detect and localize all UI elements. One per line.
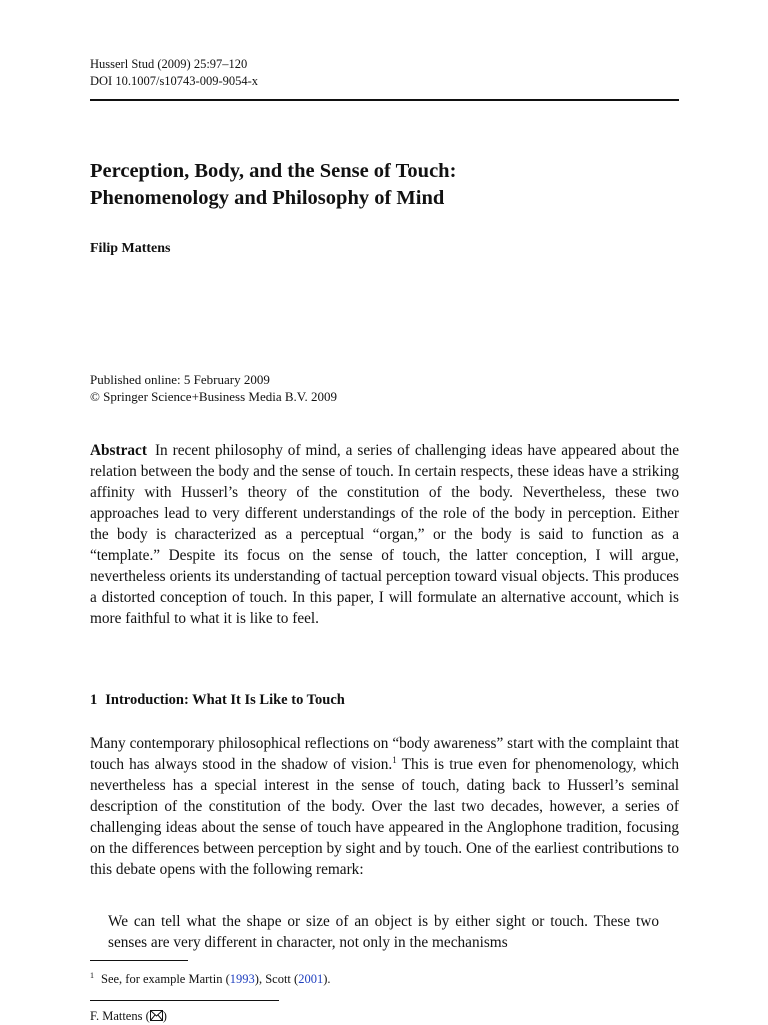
article-title <box>90 158 679 212</box>
reference-link-1993[interactable]: 1993 <box>229 972 255 986</box>
block-quote: We can tell what the shape or size of an object is by either sight or touch. These two senses are very different in character, not only in the mechanisms <box>108 913 659 951</box>
title-line-1: Perception, Body, and the Sense of Touch: <box>90 160 457 182</box>
footnote-marker[interactable]: 1 <box>392 754 397 765</box>
section-title: Introduction: What It Is Like to Touch <box>105 692 345 708</box>
correspondence <box>90 1009 167 1024</box>
section-number: 1 <box>90 692 98 708</box>
footnote-number: 1 <box>90 970 94 980</box>
abstract-text: In recent philosophy of mind, a series of challenging ideas have appeared about the relation between the body and the sense of touch. In certain respects, these ideas have a striking affinity with Husserl’s theory of the constitution of the body. Nevertheless, these two approaches lead to very different understandings of the role of the body in perception. Either the body is characterized as a perceptual “organ,” or the body is said to function as a “template.” Despite its focus on the sense of touch, the latter conception, I will argue, nevertheless orients its understanding of tactual perception toward visual objects. This produces a distorted conception of touch. In this paper, I will formulate an alternative account, which is more faithful to what it is like to feel. <box>90 442 679 627</box>
correspondence-close: ) <box>162 1009 167 1023</box>
abstract <box>90 440 679 629</box>
copyright: © Springer Science+Business Media B.V. 2009 <box>90 389 337 404</box>
author-name: Filip Mattens <box>90 241 171 256</box>
paragraph-text-1: Many contemporary philosophical reflections on “body awareness” start with the complaint that touch has always stood in the shadow of vision. <box>90 735 679 773</box>
correspondence-name: F. Mattens ( <box>90 1009 150 1023</box>
published-date: Published online: 5 February 2009 <box>90 372 270 387</box>
header-rule <box>90 99 679 101</box>
publication-info <box>90 371 679 405</box>
footnote-rule <box>90 960 188 961</box>
footnote-suffix: ). <box>323 972 331 986</box>
footnote <box>90 971 679 987</box>
journal-citation: Husserl Stud (2009) 25:97–120 <box>90 57 248 71</box>
title-line-2: Phenomenology and Philosophy of Mind <box>90 187 445 209</box>
section-heading <box>90 692 679 709</box>
abstract-label: Abstract <box>90 442 147 459</box>
footnote-middle: ), Scott ( <box>254 972 299 986</box>
paragraph-text-2: This is true even for phenomenology, which nevertheless has a special interest in the sense of touch, dating back to Husserl’s seminal description of the constitution of the body. Over the last two decades, however, a series of challenging ideas about the sense of touch have appeared in the Anglophone tradition, focusing on the differences between perception by sight and by touch. One of the earliest contributions to this debate opens with the following remark: <box>90 756 679 878</box>
journal-reference <box>90 56 679 90</box>
reference-link-2001[interactable]: 2001 <box>298 972 324 986</box>
doi[interactable]: DOI 10.1007/s10743-009-9054-x <box>90 74 259 88</box>
envelope-icon[interactable] <box>150 1010 163 1021</box>
correspondence-rule <box>90 1000 279 1001</box>
intro-paragraph <box>90 733 679 880</box>
footnote-prefix: See, for example Martin ( <box>101 972 230 986</box>
